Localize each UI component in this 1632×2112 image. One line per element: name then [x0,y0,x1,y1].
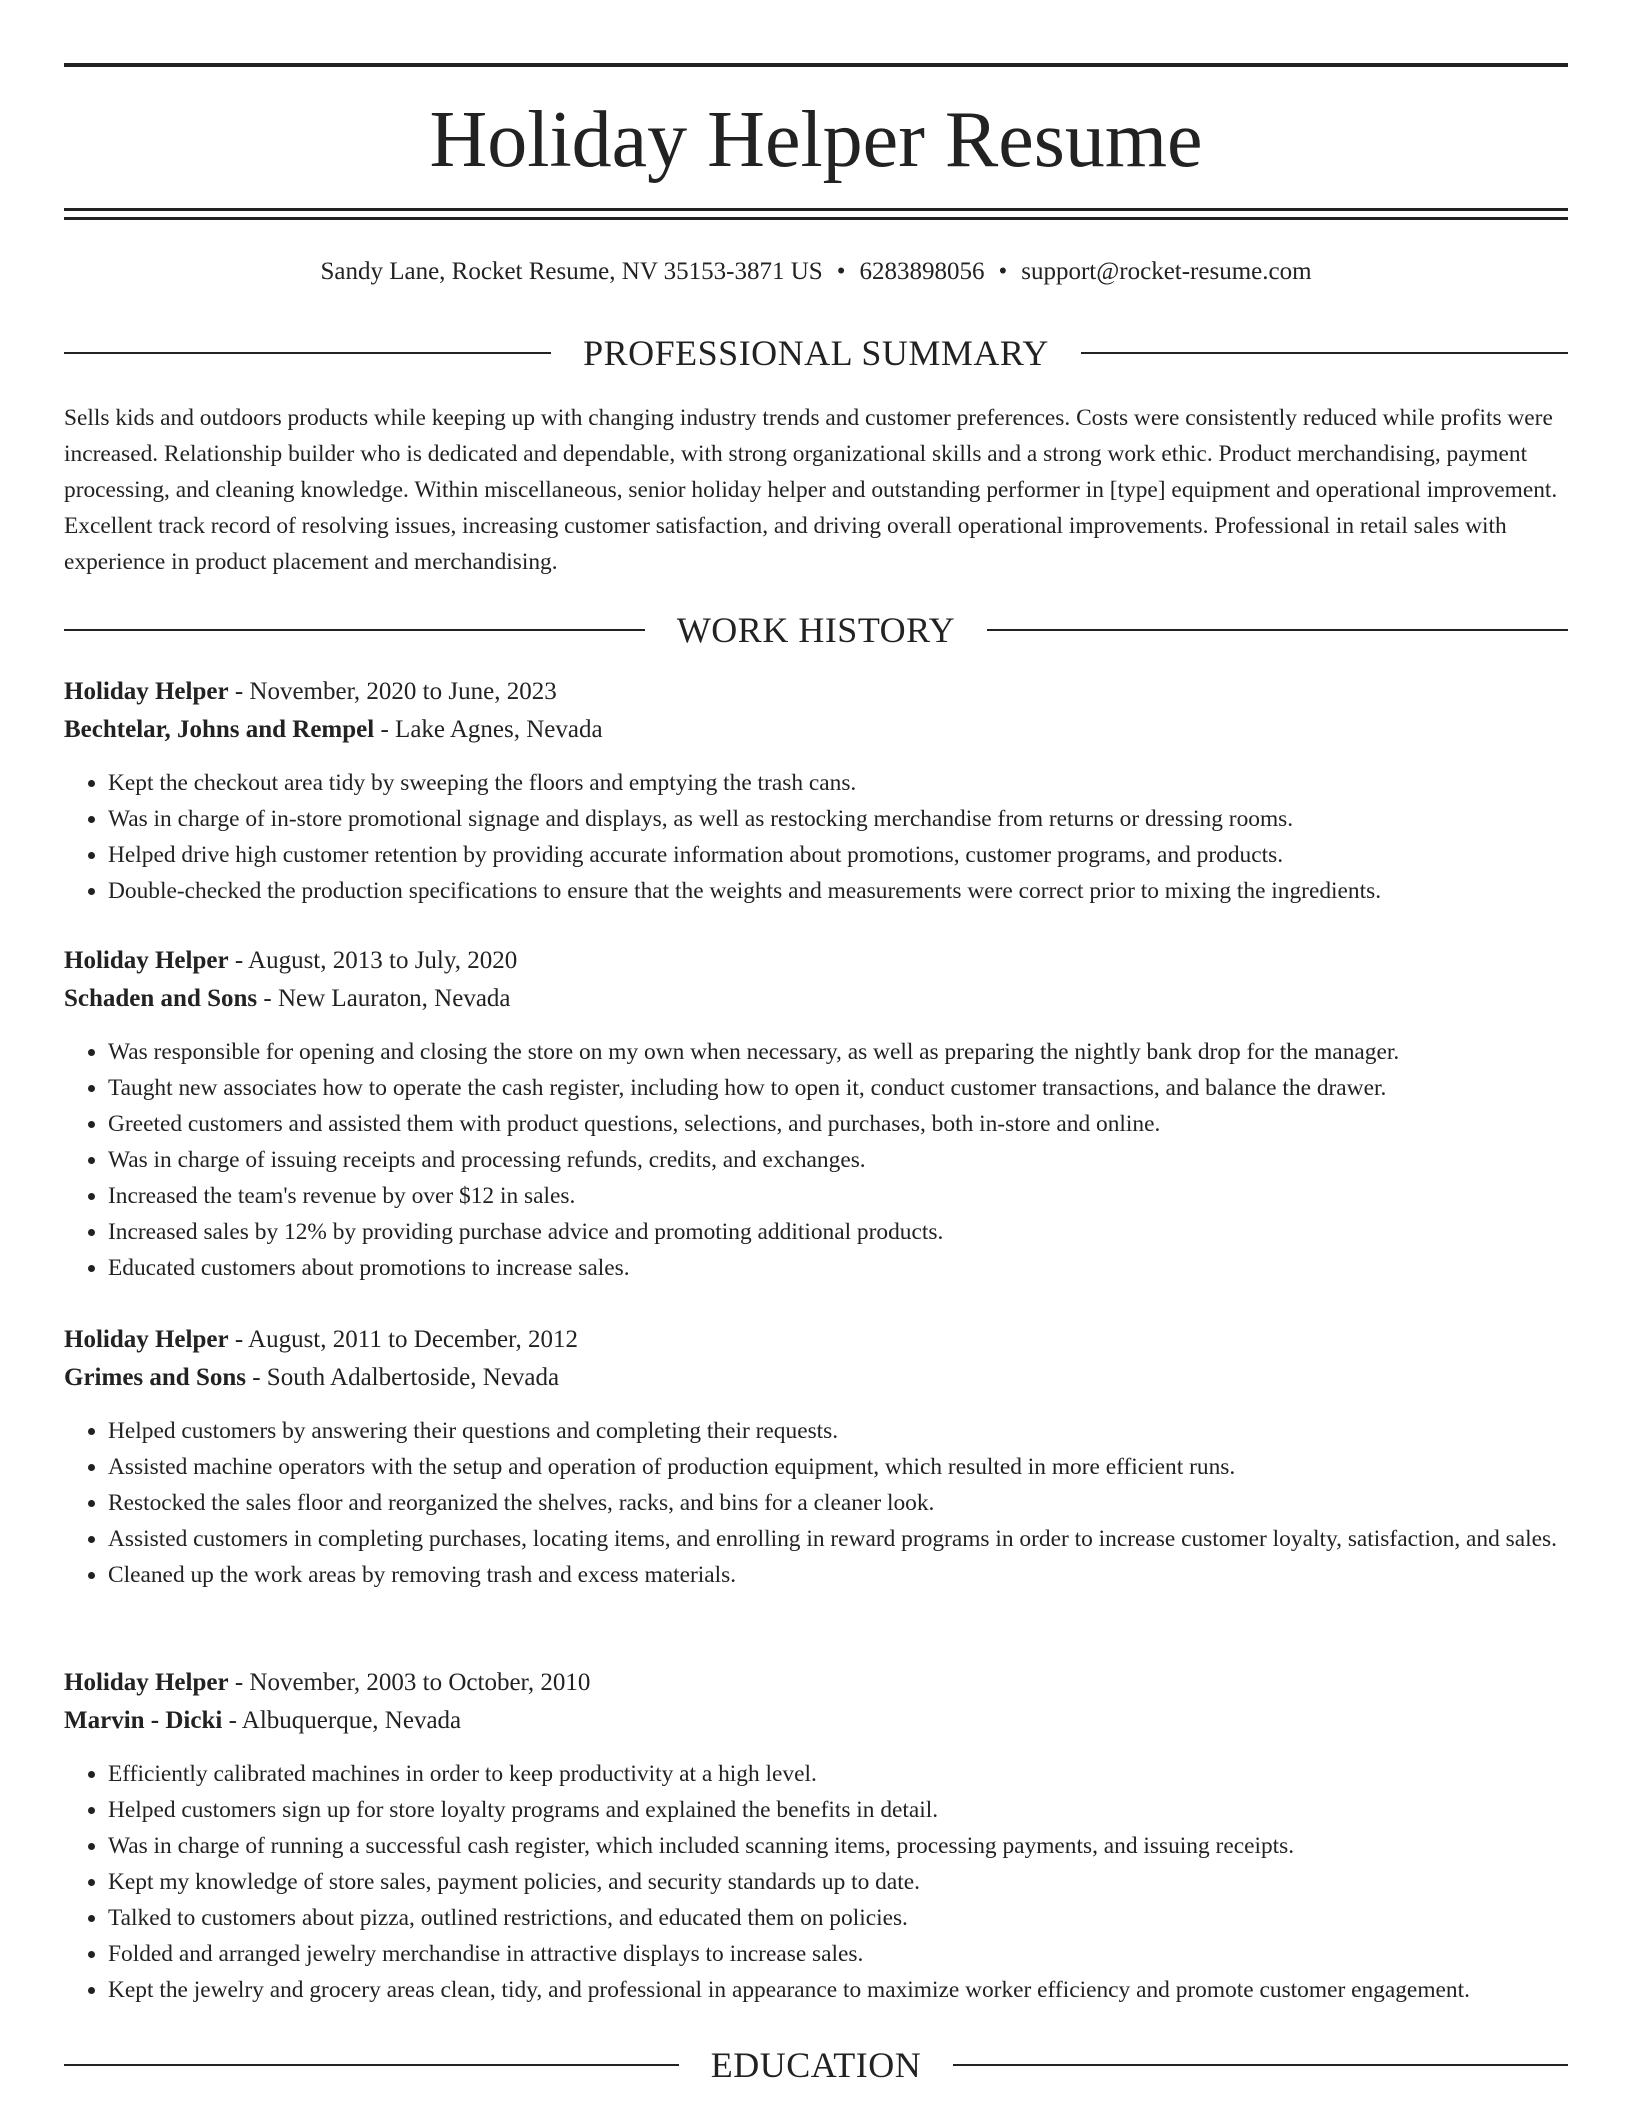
contact-separator: • [998,258,1008,285]
job-location: - New Lauraton, Nevada [257,985,511,1012]
section-heading-label: WORK HISTORY [676,610,956,650]
job-title-line [64,1664,1568,1702]
job-location: - Albuquerque, Nevada [222,1707,462,1734]
job-entry [64,942,1568,1286]
job-title-line [64,942,1568,980]
section-heading-summary [64,331,1568,375]
list-item: • Kept my knowledge of store sales, payment policies, and security standards up to date. [108,1864,1568,1900]
contact-separator: • [836,258,846,285]
list-item: • Kept the checkout area tidy by sweeping the floors and emptying the trash cans. [108,765,1568,801]
section-heading-label: EDUCATION [710,2045,922,2085]
job-bullets [64,1034,1568,1286]
job-company-line [64,1359,1568,1397]
list-item: • Helped customers sign up for store loyalty programs and explained the benefits in detail. [108,1792,1568,1828]
job-entry [64,673,1568,909]
heading-rule [953,2064,1568,2066]
contact-line [64,254,1568,290]
job-company: Bechtelar, Johns and Rempel [64,716,375,743]
job-company: Marvin - Dicki [64,1707,223,1734]
job-bullets [64,1756,1568,2008]
list-item: • Folded and arranged jewelry merchandise in attractive displays to increase sales. [108,1936,1568,1972]
job-bullets [64,1413,1568,1593]
list-item: • Assisted machine operators with the setup and operation of production equipment, which resulted in more efficient runs. [108,1449,1568,1485]
job-title-line [64,673,1568,711]
heading-rule [64,629,645,631]
summary-paragraph: Sells kids and outdoors products while keeping up with changing industry trends and customer preferences. Costs were consistently reduced while profits were increased. Relationship builder who is dedicated and dependable, with strong organizational skills and a strong work ethic. Product merchandising, payment processing, and cleaning knowledge. Within miscellaneous, senior holiday helper and outstanding performer in [type] equipment and operational improvement. Excellent track record of resolving issues, increasing customer satisfaction, and driving overall operational improvements. Professional in retail sales with experience in product placement and merchandising. [64,405,1558,575]
list-item: • Educated customers about promotions to increase sales. [108,1250,1568,1286]
job-title-line [64,1321,1568,1359]
job-dates: - August, 2011 to December, 2012 [228,1326,578,1353]
list-item: • Cleaned up the work areas by removing trash and excess materials. [108,1557,1568,1593]
section-heading-education [64,2043,1568,2087]
job-company-line [64,1702,1568,1740]
list-item: • Double-checked the production specifications to ensure that the weights and measurements were correct prior to mixing the ingredients. [108,873,1568,909]
list-item: • Increased sales by 12% by providing purchase advice and promoting additional products. [108,1214,1568,1250]
job-company-line [64,980,1568,1018]
section-heading-label: PROFESSIONAL SUMMARY [583,333,1049,373]
job-dates: - November, 2020 to June, 2023 [228,678,557,705]
list-item: • Kept the jewelry and grocery areas clean, tidy, and professional in appearance to maximize worker efficiency and promote customer engagement. [108,1972,1568,2008]
job-bullets [64,765,1568,909]
contact-phone: 6283898056 [859,258,985,285]
list-item: • Taught new associates how to operate the cash register, including how to open it, conduct customer transactions, and balance the drawer. [108,1070,1568,1106]
list-item: • Efficiently calibrated machines in order to keep productivity at a high level. [108,1756,1568,1792]
list-item: • Was responsible for opening and closing the store on my own when necessary, as well as preparing the nightly bank drop for the manager. [108,1034,1568,1070]
job-location: - South Adalbertoside, Nevada [245,1364,560,1391]
heading-rule [64,352,551,354]
job-title: Holiday Helper [64,1326,229,1353]
job-title: Holiday Helper [64,678,229,705]
section-heading-work-history [64,608,1568,652]
heading-rule [987,629,1568,631]
job-company-line [64,711,1568,749]
top-rule [64,63,1568,67]
job-location: - Lake Agnes, Nevada [374,716,603,743]
job-dates: - August, 2013 to July, 2020 [228,947,518,974]
list-item: • Assisted customers in completing purchases, locating items, and enrolling in reward programs in order to increase customer loyalty, satisfaction, and sales. [108,1521,1568,1557]
list-item: • Was in charge of issuing receipts and processing refunds, credits, and exchanges. [108,1142,1568,1178]
list-item: • Increased the team's revenue by over $12 in sales. [108,1178,1568,1214]
job-company: Grimes and Sons [64,1364,246,1391]
title-double-rule [64,208,1568,220]
list-item: • Greeted customers and assisted them with product questions, selections, and purchases, both in-store and online. [108,1106,1568,1142]
resume-title: Holiday Helper Resume [429,96,1203,184]
contact-email: support@rocket-resume.com [1021,258,1312,285]
list-item: • Talked to customers about pizza, outlined restrictions, and educated them on policies. [108,1900,1568,1936]
contact-address: Sandy Lane, Rocket Resume, NV 35153-3871 US [320,258,823,285]
list-item: • Helped customers by answering their questions and completing their requests. [108,1413,1568,1449]
list-item: • Was in charge of in-store promotional signage and displays, as well as restocking merchandise from returns or dressing rooms. [108,801,1568,837]
list-item: • Helped drive high customer retention by providing accurate information about promotions, customer programs, and products. [108,837,1568,873]
list-item: • Was in charge of running a successful cash register, which included scanning items, processing payments, and issuing receipts. [108,1828,1568,1864]
job-title: Holiday Helper [64,1669,229,1696]
heading-rule [64,2064,679,2066]
job-title: Holiday Helper [64,947,229,974]
job-entry [64,1664,1568,2008]
job-dates: - November, 2003 to October, 2010 [228,1669,591,1696]
list-item: • Restocked the sales floor and reorganized the shelves, racks, and bins for a cleaner look. [108,1485,1568,1521]
job-company: Schaden and Sons [64,985,258,1012]
job-entry [64,1321,1568,1593]
heading-rule [1081,352,1568,354]
